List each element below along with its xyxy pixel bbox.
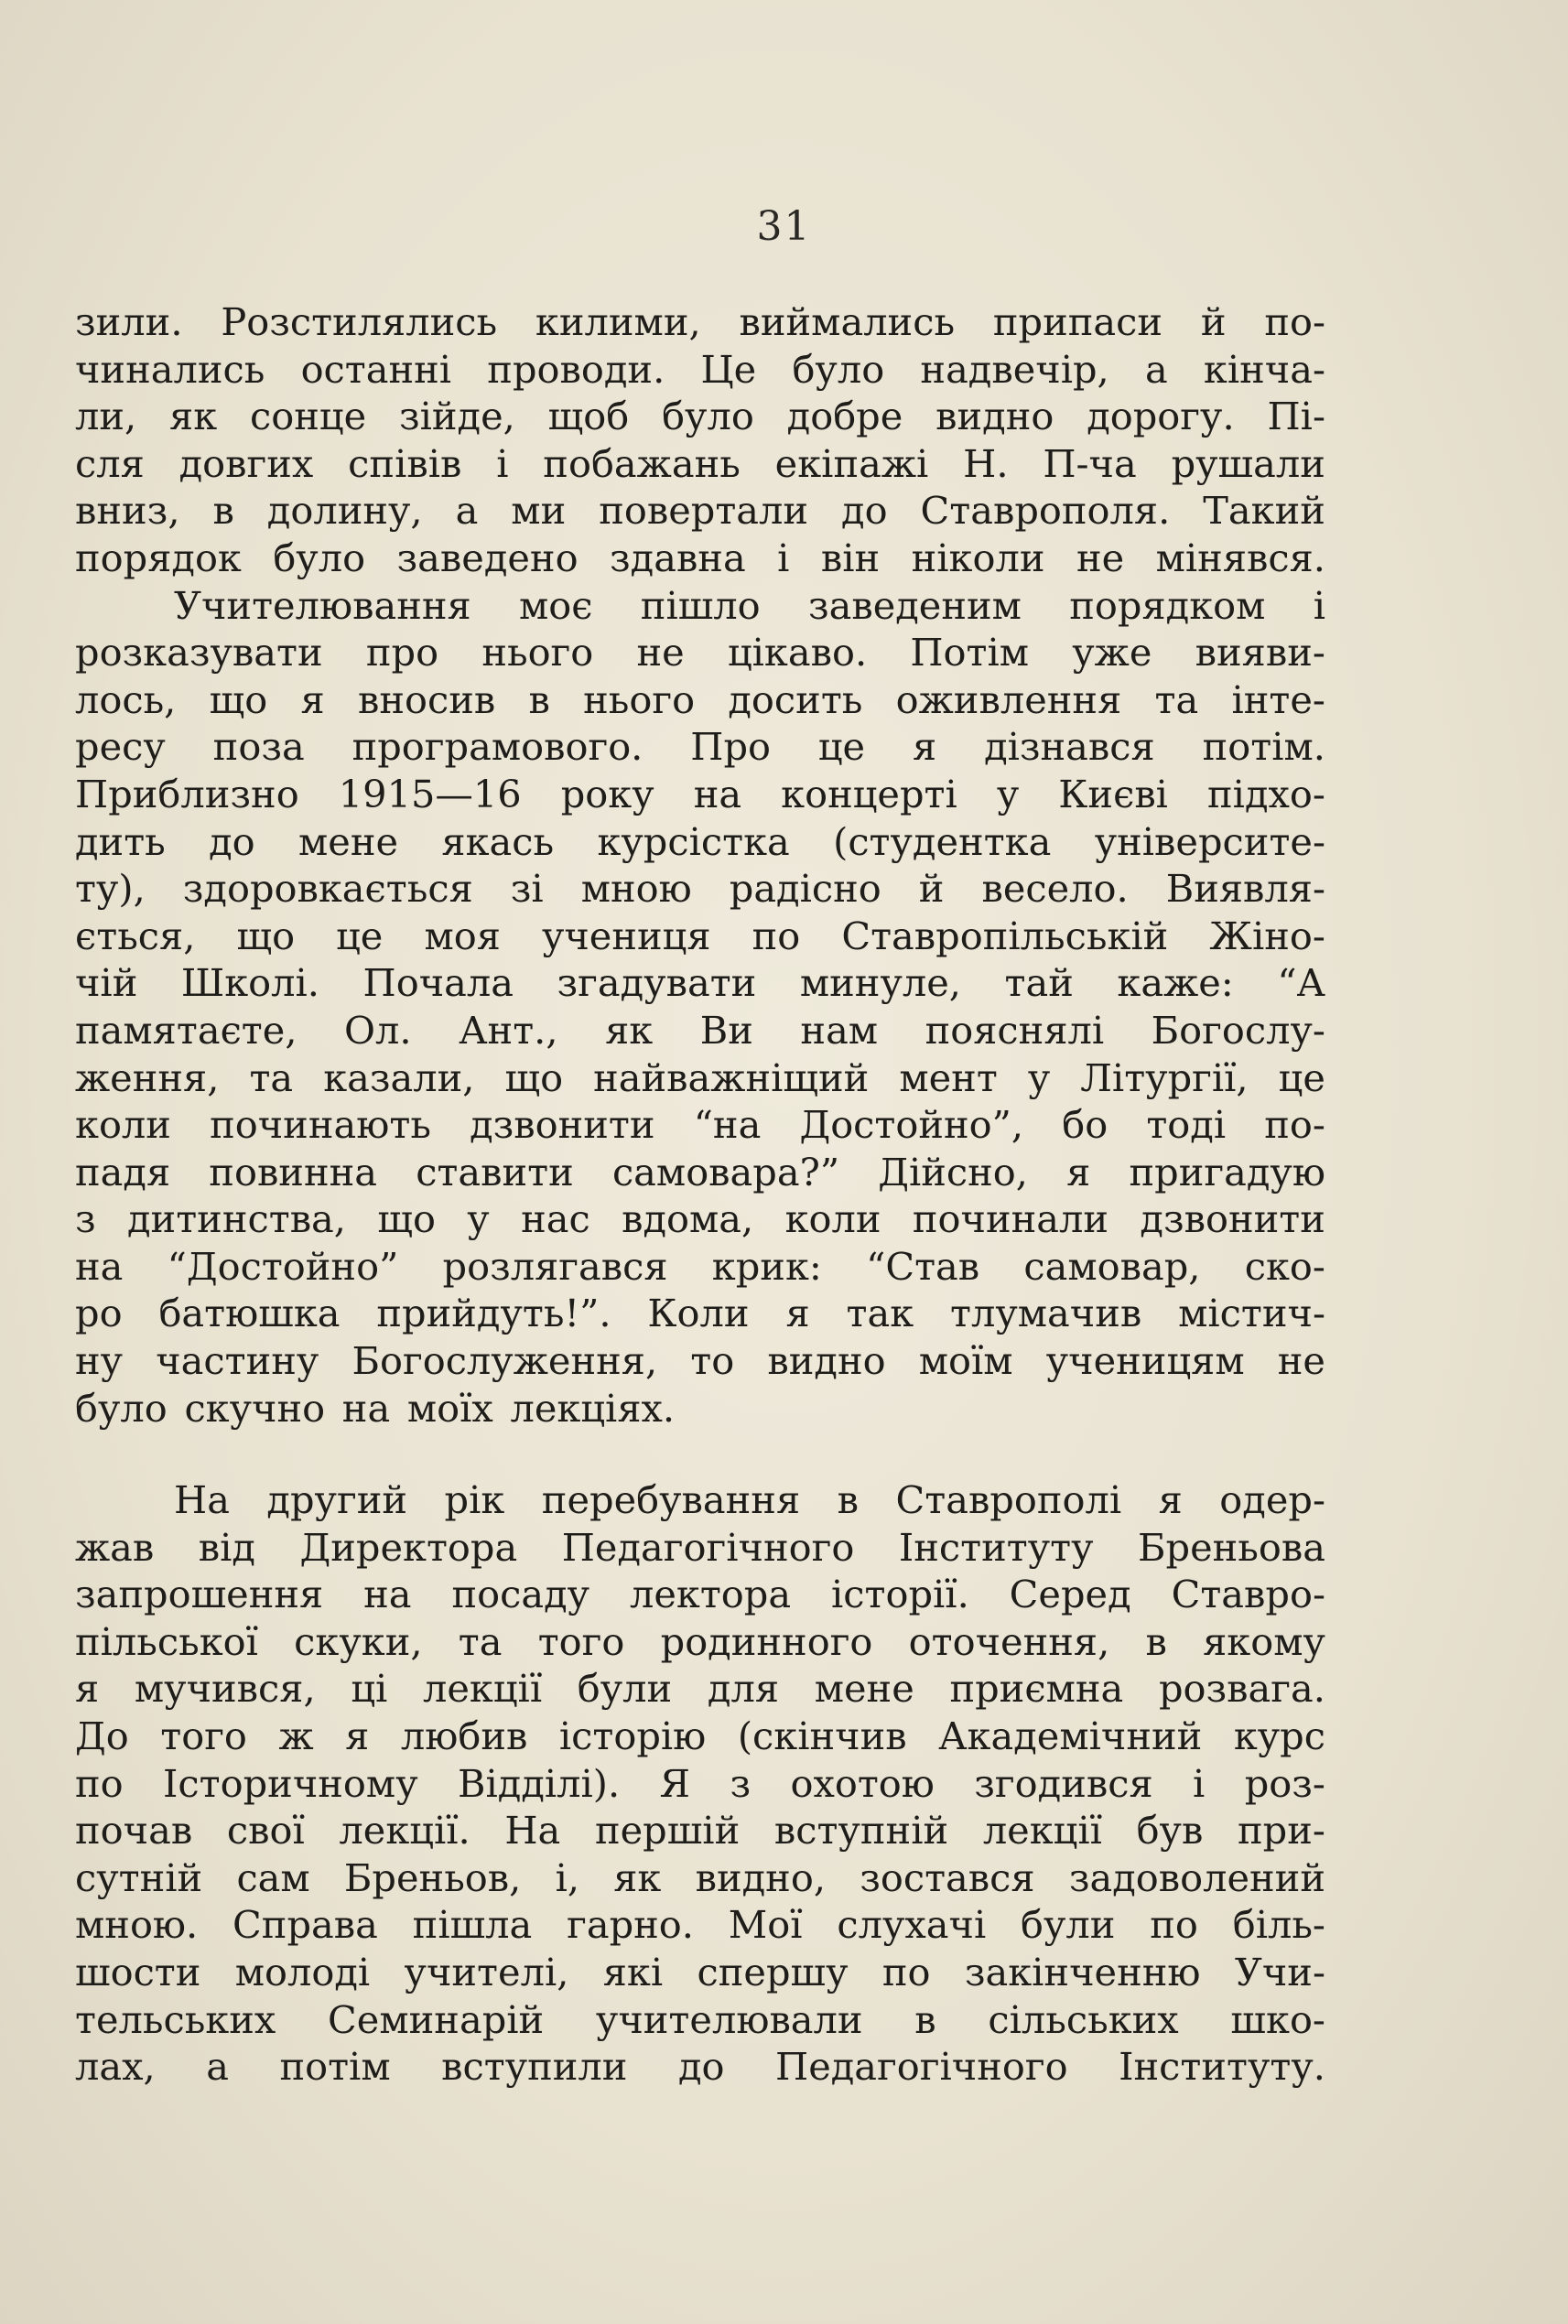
text-line: тельських Семинарій учителювали в сільських шко- (75, 1996, 1325, 2042)
text-line: памятаєте, Ол. Ант., як Ви нам пояснялі Богослу- (75, 1007, 1325, 1053)
text-line: лах, а потім вступили до Педагогічного Інституту. (75, 2044, 1325, 2090)
text-line: ється, що це моя учениця по Ставропільській Жіно- (75, 913, 1325, 958)
text-line: жав від Директора Педагогічного Інституту Бреньова (75, 1524, 1325, 1570)
text-line: я мучився, ці лекції були для мене приємна розвага. (75, 1666, 1325, 1712)
text-line: сутній сам Бреньов, і, як видно, зостався задоволений (75, 1854, 1325, 1900)
text-line: До того ж я любив історію (скінчив Академічний курс (75, 1713, 1325, 1758)
text-line: розказувати про нього не цікаво. Потім уже вияви- (75, 630, 1325, 676)
text-line: на “Достойно” розлягався крик: “Став самовар, ско- (75, 1243, 1325, 1289)
paragraph-block-2 (75, 1476, 1325, 2091)
text-line: ли, як сонце зійде, щоб було добре видно дорогу. Пі- (75, 394, 1325, 439)
text-line: мною. Справа пішла гарно. Мої слухачі були по біль- (75, 1902, 1325, 1948)
text-line: з дитинства, що у нас вдома, коли починали дзвонити (75, 1196, 1325, 1242)
text-line: ту), здоровкається зі мною радісно й весело. Виявля- (75, 866, 1325, 912)
text-line: лось, що я вносив в нього досить оживлення та інте- (75, 676, 1325, 722)
text-line: по Історичному Відділі). Я з охотою згодився і роз- (75, 1760, 1325, 1806)
text-line: коли починають дзвонити “на Достойно”, бо тоді по- (75, 1102, 1325, 1148)
text-line: чій Школі. Почала згадувати минуле, тай каже: “А (75, 960, 1325, 1006)
text-line: шости молоді учителі, які спершу по закінченню Учи- (75, 1949, 1325, 1994)
text-line: вниз, в долину, а ми повертали до Ставрополя. Такий (75, 488, 1325, 534)
text-line: було скучно на моїх лекціях. (75, 1385, 676, 1431)
text-line: Учителювання моє пішло заведеним порядком і (174, 582, 1325, 628)
text-line: запрошення на посаду лектора історії. Серед Ставро- (75, 1572, 1325, 1617)
text-line: Приблизно 1915—16 року на концерті у Києві підхо- (75, 771, 1325, 816)
text-line: ну частину Богослуження, то видно моїм ученицям не (75, 1338, 1325, 1384)
text-line: почав свої лекції. На першій вступній лекції був при- (75, 1808, 1325, 1854)
text-line: чинались останні проводи. Це було надвечір, а кінча- (75, 346, 1325, 392)
text-line: падя повинна ставити самовара?” Дійсно, я пригадую (75, 1149, 1325, 1194)
text-line: ження, та казали, що найважніщий мент у Літургії, це (75, 1054, 1325, 1100)
text-line: На другий рік перебування в Ставрополі я одер- (174, 1477, 1325, 1522)
paragraph-block-1 (75, 298, 1325, 1432)
text-line: сля довгих співів і побажань екіпажі Н. П-ча рушали (75, 440, 1325, 486)
text-line: пільської скуки, та того родинного оточення, в якому (75, 1618, 1325, 1664)
text-line: ро батюшка прийдуть!”. Коли я так тлумачив містич- (75, 1291, 1325, 1336)
text-line: порядок було заведено здавна і він ніколи не мінявся. (75, 535, 1325, 580)
text-line: ресу поза програмового. Про це я дізнався потім. (75, 724, 1325, 770)
page-number: 31 (756, 203, 812, 250)
text-line: дить до мене якась курсістка (студентка університе- (75, 818, 1325, 864)
text-line: зили. Розстилялись килими, виймались припаси й по- (75, 299, 1325, 344)
